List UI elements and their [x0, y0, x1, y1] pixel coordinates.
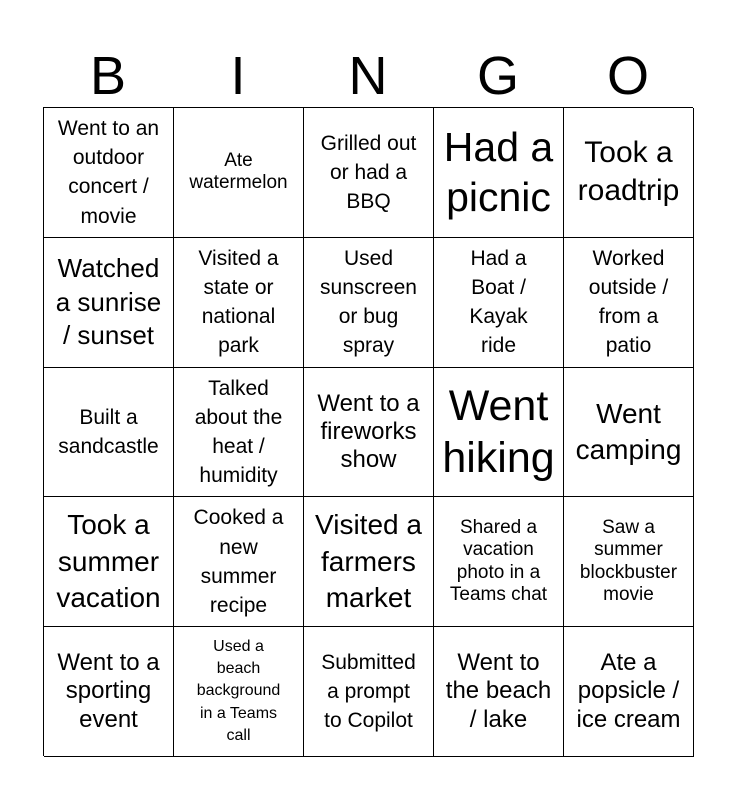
cell-text: Visited a state or national park	[198, 246, 279, 358]
cell-text: Went hiking	[442, 381, 555, 482]
cell-text: Used a beach background in a Teams call	[196, 637, 281, 745]
cell-text: Visited a farmers market	[315, 509, 422, 613]
bingo-cell[interactable]	[174, 238, 304, 368]
bingo-cell[interactable]	[44, 627, 174, 757]
bingo-cell[interactable]	[564, 627, 694, 757]
cell-text: Watched a sunrise / sunset	[55, 253, 162, 350]
cell-text: Shared a vacation photo in a Teams chat	[449, 516, 548, 606]
cell-text: Went to an outdoor concert / movie	[57, 117, 160, 228]
bingo-cell[interactable]	[304, 497, 434, 627]
bingo-cell[interactable]	[564, 368, 694, 498]
bingo-header	[43, 44, 693, 108]
bingo-cell[interactable]	[564, 497, 694, 627]
bingo-cell[interactable]	[434, 108, 564, 238]
bingo-cell[interactable]	[434, 497, 564, 627]
cell-text: Went to the beach / lake	[445, 649, 552, 733]
bingo-cell[interactable]	[44, 108, 174, 238]
cell-text: Talked about the heat / humidity	[194, 376, 283, 488]
cell-text: Cooked a new summer recipe	[193, 506, 284, 617]
bingo-cell[interactable]	[564, 108, 694, 238]
cell-text: Ate watermelon	[189, 149, 288, 194]
cell-text: Had a Boat / Kayak ride	[469, 246, 528, 358]
bingo-cell[interactable]	[304, 368, 434, 498]
cell-text: Had a picnic	[443, 123, 554, 221]
bingo-cell[interactable]	[434, 368, 564, 498]
cell-text: Went to a sporting event	[57, 649, 160, 733]
bingo-cell[interactable]	[304, 627, 434, 757]
cell-text: Saw a summer blockbuster movie	[579, 516, 678, 606]
cell-text: Went camping	[575, 397, 682, 465]
header-letter-o: O	[606, 46, 649, 106]
header-letter-i: I	[230, 46, 246, 106]
bingo-cell[interactable]	[564, 238, 694, 368]
bingo-cell[interactable]	[304, 108, 434, 238]
header-letter-g: G	[476, 46, 519, 106]
cell-text: Worked outside / from a patio	[588, 246, 669, 358]
cell-text: Went to a fireworks show	[317, 389, 420, 474]
bingo-cell[interactable]	[434, 627, 564, 757]
bingo-cell[interactable]	[44, 368, 174, 498]
bingo-cell[interactable]	[304, 238, 434, 368]
bingo-cell[interactable]	[434, 238, 564, 368]
bingo-cell[interactable]	[174, 497, 304, 627]
cell-text: Ate a popsicle / ice cream	[576, 649, 681, 733]
cell-text: Took a summer vacation	[56, 509, 161, 613]
bingo-cell[interactable]	[174, 368, 304, 498]
cell-text: Grilled out or had a BBQ	[320, 131, 417, 213]
bingo-cell[interactable]	[174, 627, 304, 757]
cell-text: Took a roadtrip	[577, 136, 680, 208]
header-letter-n: N	[348, 46, 388, 106]
bingo-cell[interactable]	[44, 238, 174, 368]
bingo-cell[interactable]	[174, 108, 304, 238]
bingo-cell[interactable]	[44, 497, 174, 627]
cell-text: Built a sandcastle	[58, 405, 159, 458]
header-letter-b: B	[89, 46, 127, 106]
bingo-board	[43, 107, 693, 756]
cell-text: Used sunscreen or bug spray	[320, 246, 417, 358]
cell-text: Submitted a prompt to Copilot	[321, 650, 416, 733]
